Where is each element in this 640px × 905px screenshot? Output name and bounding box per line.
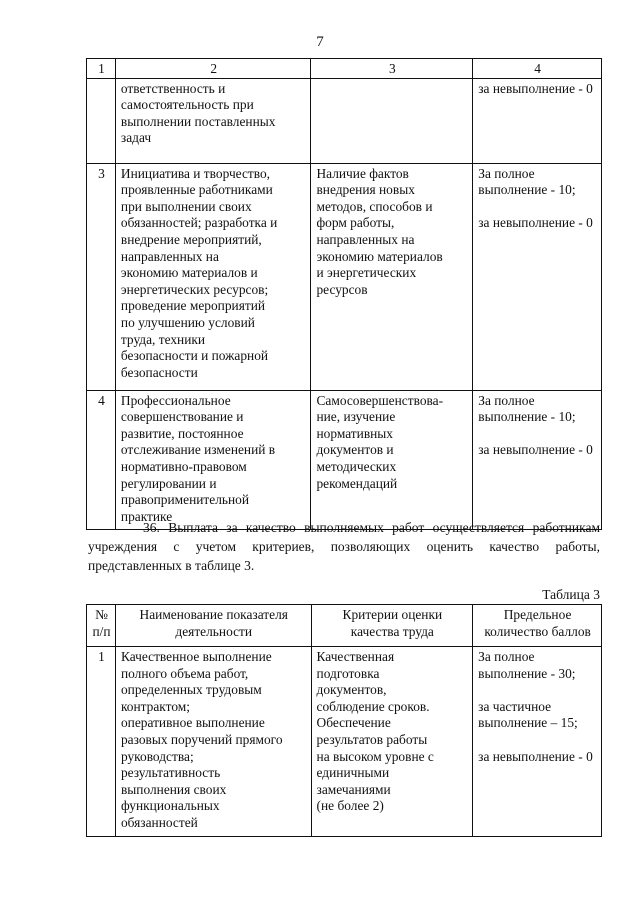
header-cell: 3 (311, 59, 473, 79)
header-cell: 4 (473, 59, 602, 79)
header-cell: 1 (87, 59, 116, 79)
header-cell: Критерии оценки качества труда (311, 605, 473, 647)
table-header-row (87, 59, 602, 79)
criteria-cell: Наличие фактов внедрения новых методов, способов и форм работы, направленных на экономию материалов и энергетических ресурсов (311, 163, 473, 390)
points-cell: за невыполнение - 0 (473, 78, 602, 163)
indicator-cell: Инициатива и творчество, проявленные работниками при выполнении своих обязанностей; разработка и внедрение мероприятий, направленных на экономию материалов и энергетических ресурсов; проведение мероприятий по улучшению условий труда, техники безопасности и пожарной безопасности (115, 163, 311, 390)
table-caption: Таблица 3 (542, 587, 600, 602)
points-cell: За полное выполнение - 10; за невыполнение - 0 (473, 390, 602, 529)
criteria-cell: Самосовершенствова- ние, изучение нормативных документов и методических рекомендаций (311, 390, 473, 529)
paragraph-36: 36. Выплата за качество выполняемых работ осуществляется работникам учреждения с учетом критериев, позволяющих оценить качество работы, представленных в таблице 3. (88, 520, 600, 573)
table-row (87, 163, 602, 390)
header-cell: 2 (115, 59, 311, 79)
row-number: 1 (87, 647, 116, 837)
row-number: 3 (87, 163, 116, 390)
row-number: 4 (87, 390, 116, 529)
indicator-cell: Качественное выполнение полного объема работ, определенных трудовым контрактом; оперативное выполнение разовых поручений прямого руководства; результативность выполнения своих функциональных обязанностей (115, 647, 311, 837)
header-cell: Наименование показателя деятельности (115, 605, 311, 647)
points-cell: За полное выполнение - 10; за невыполнение - 0 (473, 163, 602, 390)
quality-criteria-table (86, 604, 602, 837)
table-header-row (87, 605, 602, 647)
points-cell: За полное выполнение - 30; за частичное выполнение – 15; за невыполнение - 0 (473, 647, 602, 837)
criteria-table-continued (86, 58, 602, 530)
criteria-cell (311, 78, 473, 163)
page-number: 7 (316, 34, 324, 50)
indicator-cell: ответственность и самостоятельность при выполнении поставленных задач (115, 78, 311, 163)
row-number (87, 78, 116, 163)
table-row (87, 78, 602, 163)
header-cell: № п/п (87, 605, 116, 647)
criteria-cell: Качественная подготовка документов, соблюдение сроков. Обеспечение результатов работы на высоком уровне с единичными замечаниями (не более 2) (311, 647, 473, 837)
indicator-cell: Профессиональное совершенствование и развитие, постоянное отслеживание изменений в нормативно-правовом регулировании и правоприменительной практике (115, 390, 311, 529)
table-row (87, 390, 602, 529)
table-row (87, 647, 602, 837)
header-cell: Предельное количество баллов (473, 605, 602, 647)
